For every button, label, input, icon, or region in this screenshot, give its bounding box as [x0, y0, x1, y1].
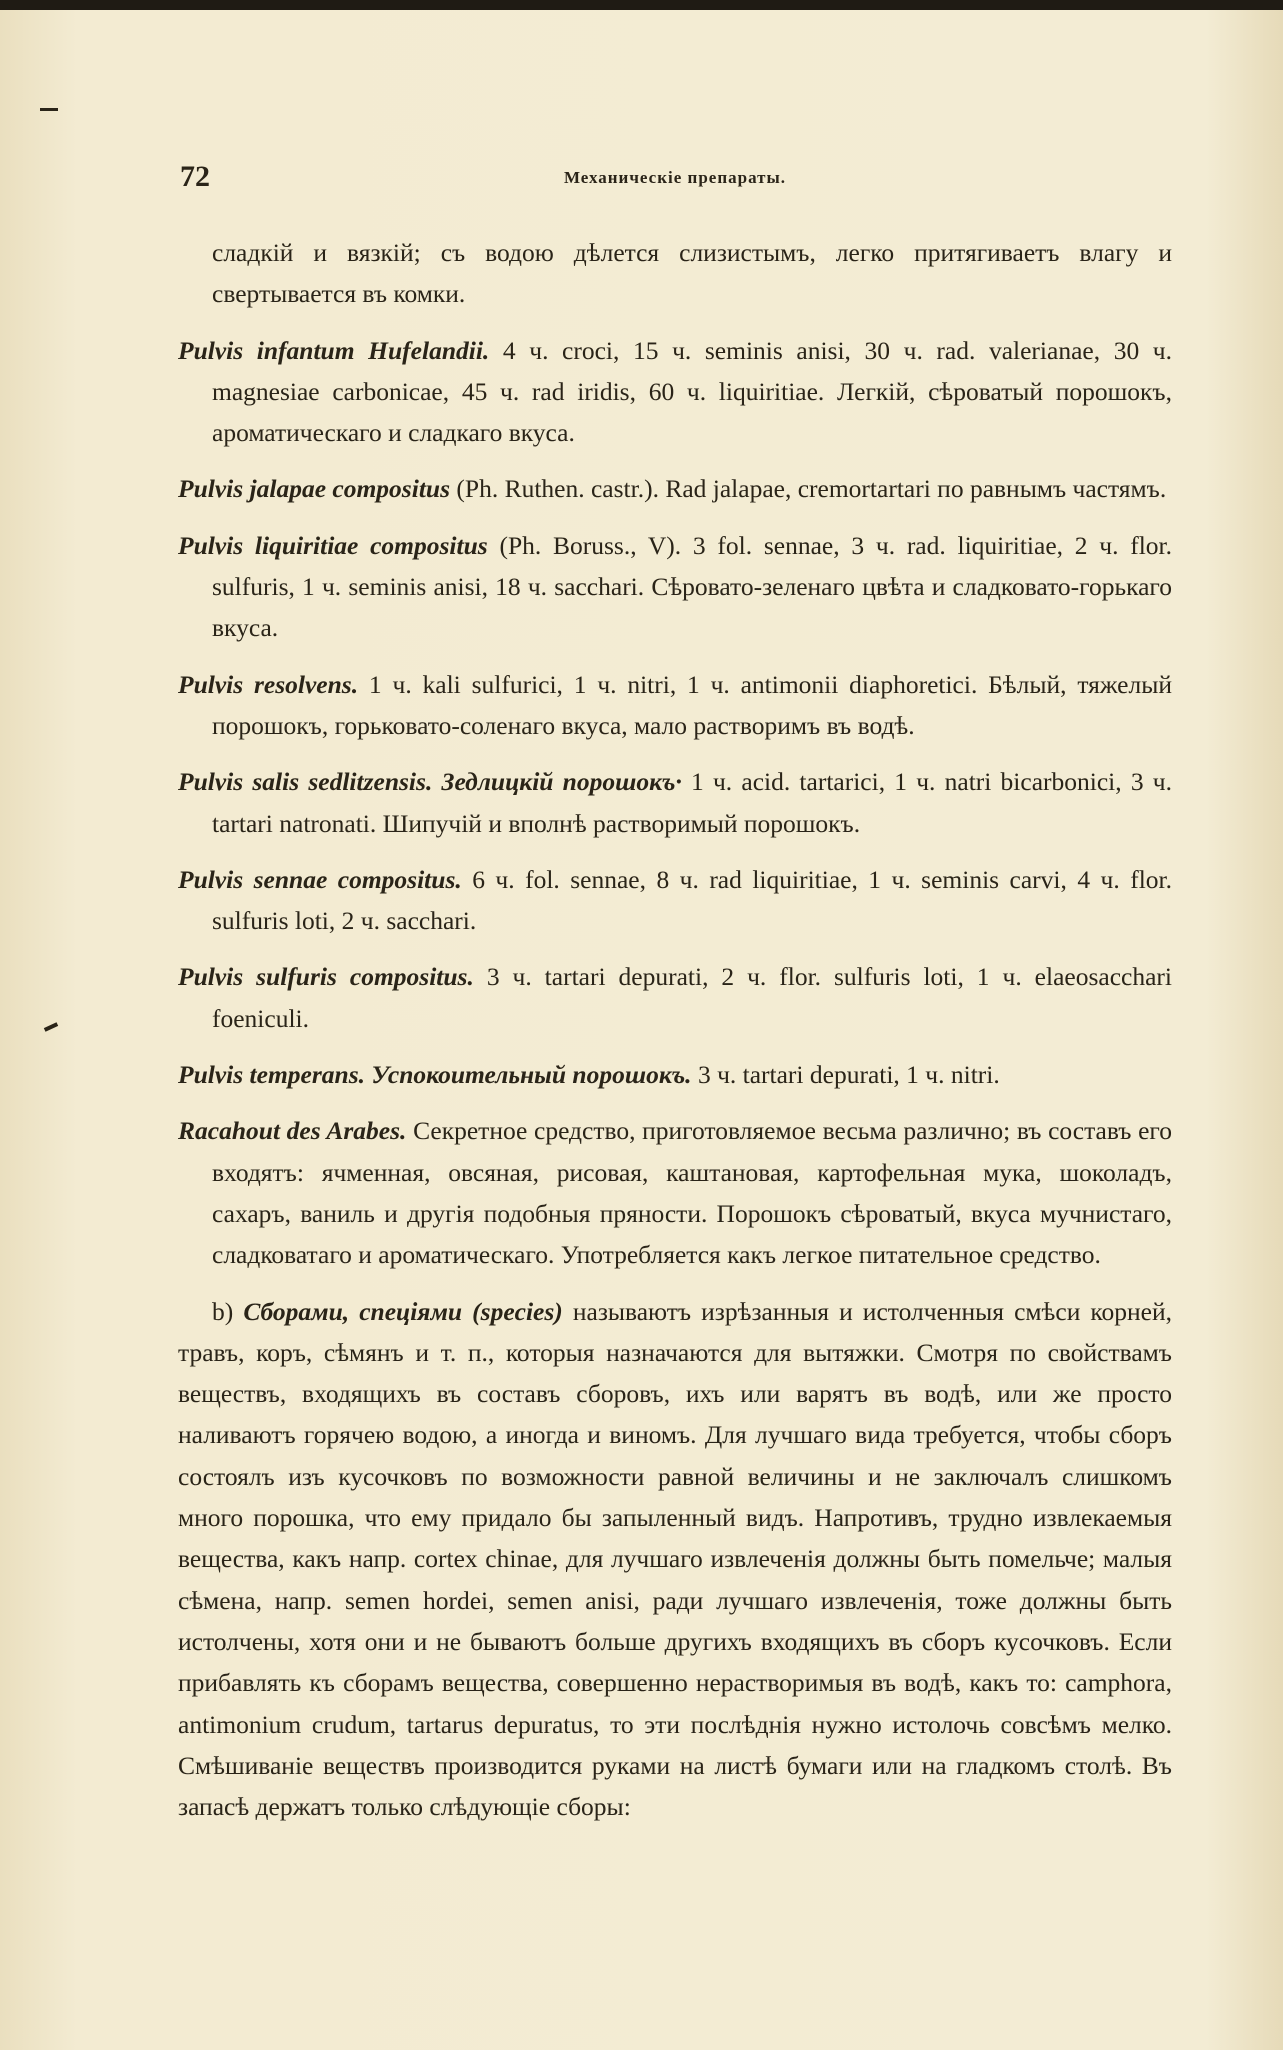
entry-pulvis-resolvens — [178, 664, 1172, 747]
entry-text: 1 ч. kali sulfurici, 1 ч. nitri, 1 ч. antimonii diaphoretici. Бѣлый, тяжелый порошокъ, горьковато-соленаго вкуса, мало растворимъ въ водѣ. — [212, 669, 1172, 740]
paragraph-head: Сборами, спеціями (species) — [243, 1296, 563, 1326]
entry-text: 1 ч. acid. tartarici, 1 ч. natri bicarbonici, 3 ч. tartari natronati. Шипучій и вполнѣ растворимый порошокъ. — [212, 767, 1172, 838]
entry-text: (Ph. Ruthen. castr.). Rad jalapae, cremortartari по равнымъ частямъ. — [450, 474, 1167, 504]
entry-name: Racahout des Arabes. — [178, 1116, 407, 1146]
entry-racahout — [178, 1110, 1172, 1275]
entry-text: 6 ч. fol. sennae, 8 ч. rad liquiritiae, 1 ч. seminis carvi, 4 ч. flor. sulfuris loti, 2 ч. sacchari. — [212, 864, 1172, 936]
entry-name: Pulvis jalapae compositus — [178, 474, 451, 504]
running-head — [180, 160, 1170, 200]
entry-name: Pulvis resolvens. — [178, 669, 359, 699]
entry-pulvis-infantum — [178, 330, 1172, 454]
entry-name: Pulvis liquiritiae compositus — [178, 530, 488, 560]
section-title: Механическіе препараты. — [563, 168, 787, 187]
entry-name: Pulvis infantum Hufelandii. — [178, 335, 490, 365]
entry-name: Pulvis sennae compositus. — [178, 864, 462, 894]
entry-pulvis-temperans — [178, 1054, 1172, 1095]
continuation-text: сладкій и вязкій; съ водою дѣлется слизистымъ, легко притягиваетъ влагу и свертывается въ комки. — [212, 238, 1172, 309]
entry-pulvis-jalapae — [178, 468, 1172, 509]
entry-name: Pulvis salis sedlitzensis. Зедлицкій порошокъ· — [178, 767, 682, 797]
species-paragraph — [178, 1291, 1172, 1828]
paragraph-text: называютъ изрѣзанныя и истолченныя смѣси корней, травъ, коръ, сѣмянъ и т. п., которыя назначаются для вытяжки. Смотря по свойствамъ веществъ, входящихъ въ составъ сборовъ, ихъ или варятъ въ водѣ, или же просто наливаютъ горячею водою, а иногда и виномъ. Для лучшаго вида требуется, чтобы сборъ состоялъ изъ кусочковъ по возможности равной величины и не заключалъ слишкомъ много порошка, что ему придало бы запыленный видъ. Напротивъ, трудно извлекаемыя вещества, какъ напр. cortex chinae, для лучшаго извлеченія должны быть помельче; малыя сѣмена, напр. semen hordei, semen anisi, ради лучшаго извлеченія, тоже должны быть истолчены, хотя они и не бываютъ больше другихъ входящихъ въ сборъ кусочковъ. Если прибавлять къ сборамъ вещества, совершенно нерастворимыя въ водѣ, какъ то: camphora, antimonium crudum, tartarus depuratus, то эти послѣднія нужно истолочь совсѣмъ мелко. Смѣшиваніе веществъ производится руками на листѣ бумаги или на гладкомъ столѣ. Въ запасѣ держатъ только слѣдующіе сборы: — [178, 1296, 1172, 1822]
margin-mark — [44, 1022, 58, 1032]
page-number: 72 — [180, 160, 210, 193]
entry-text: (Ph. Boruss., V). 3 fol. sennae, 3 ч. rad. liquiritiae, 2 ч. flor. sulfuris, 1 ч. seminis anisi, 18 ч. sacchari. Сѣровато-зеленаго цвѣта и сладковато-горькаго вкуса. — [212, 530, 1172, 643]
entry-pulvis-sulfuris — [178, 956, 1172, 1039]
entry-text: 3 ч. tartari depurati, 2 ч. flor. sulfuris loti, 1 ч. elaeosacchari foeniculi. — [212, 962, 1172, 1033]
entry-pulvis-liquiritiae — [178, 525, 1172, 649]
entry-name: Pulvis sulfuris compositus. — [178, 962, 474, 992]
entry-text: 4 ч. croci, 15 ч. seminis anisi, 30 ч. rad. valerianae, 30 ч. magnesiae carbonicae, 45 ч. rad iridis, 60 ч. liquiritiae. Легкій, сѣроватый порошокъ, ароматическаго и сладкаго вкуса. — [212, 335, 1172, 448]
margin-mark — [40, 108, 58, 111]
body-text — [178, 232, 1172, 1827]
entry-text: 3 ч. tartari depurati, 1 ч. nitri. — [691, 1060, 1000, 1090]
entry-name: Pulvis temperans. Успокоительный порошокъ. — [178, 1060, 692, 1090]
entry-pulvis-sedlitzensis — [178, 761, 1172, 844]
entry-text: Секретное средство, приготовляемое весьма различно; въ составъ его входятъ: ячменная, овсяная, рисовая, каштановая, картофельная мука, шоколадъ, сахаръ, ваниль и другія подобныя пряности. Порошокъ сѣроватый, вкуса мучнистаго, сладковатаго и ароматическаго. Употребляется какъ легкое питательное средство. — [212, 1116, 1172, 1270]
paragraph-lead: b) — [212, 1296, 244, 1326]
entry-pulvis-sennae — [178, 859, 1172, 942]
